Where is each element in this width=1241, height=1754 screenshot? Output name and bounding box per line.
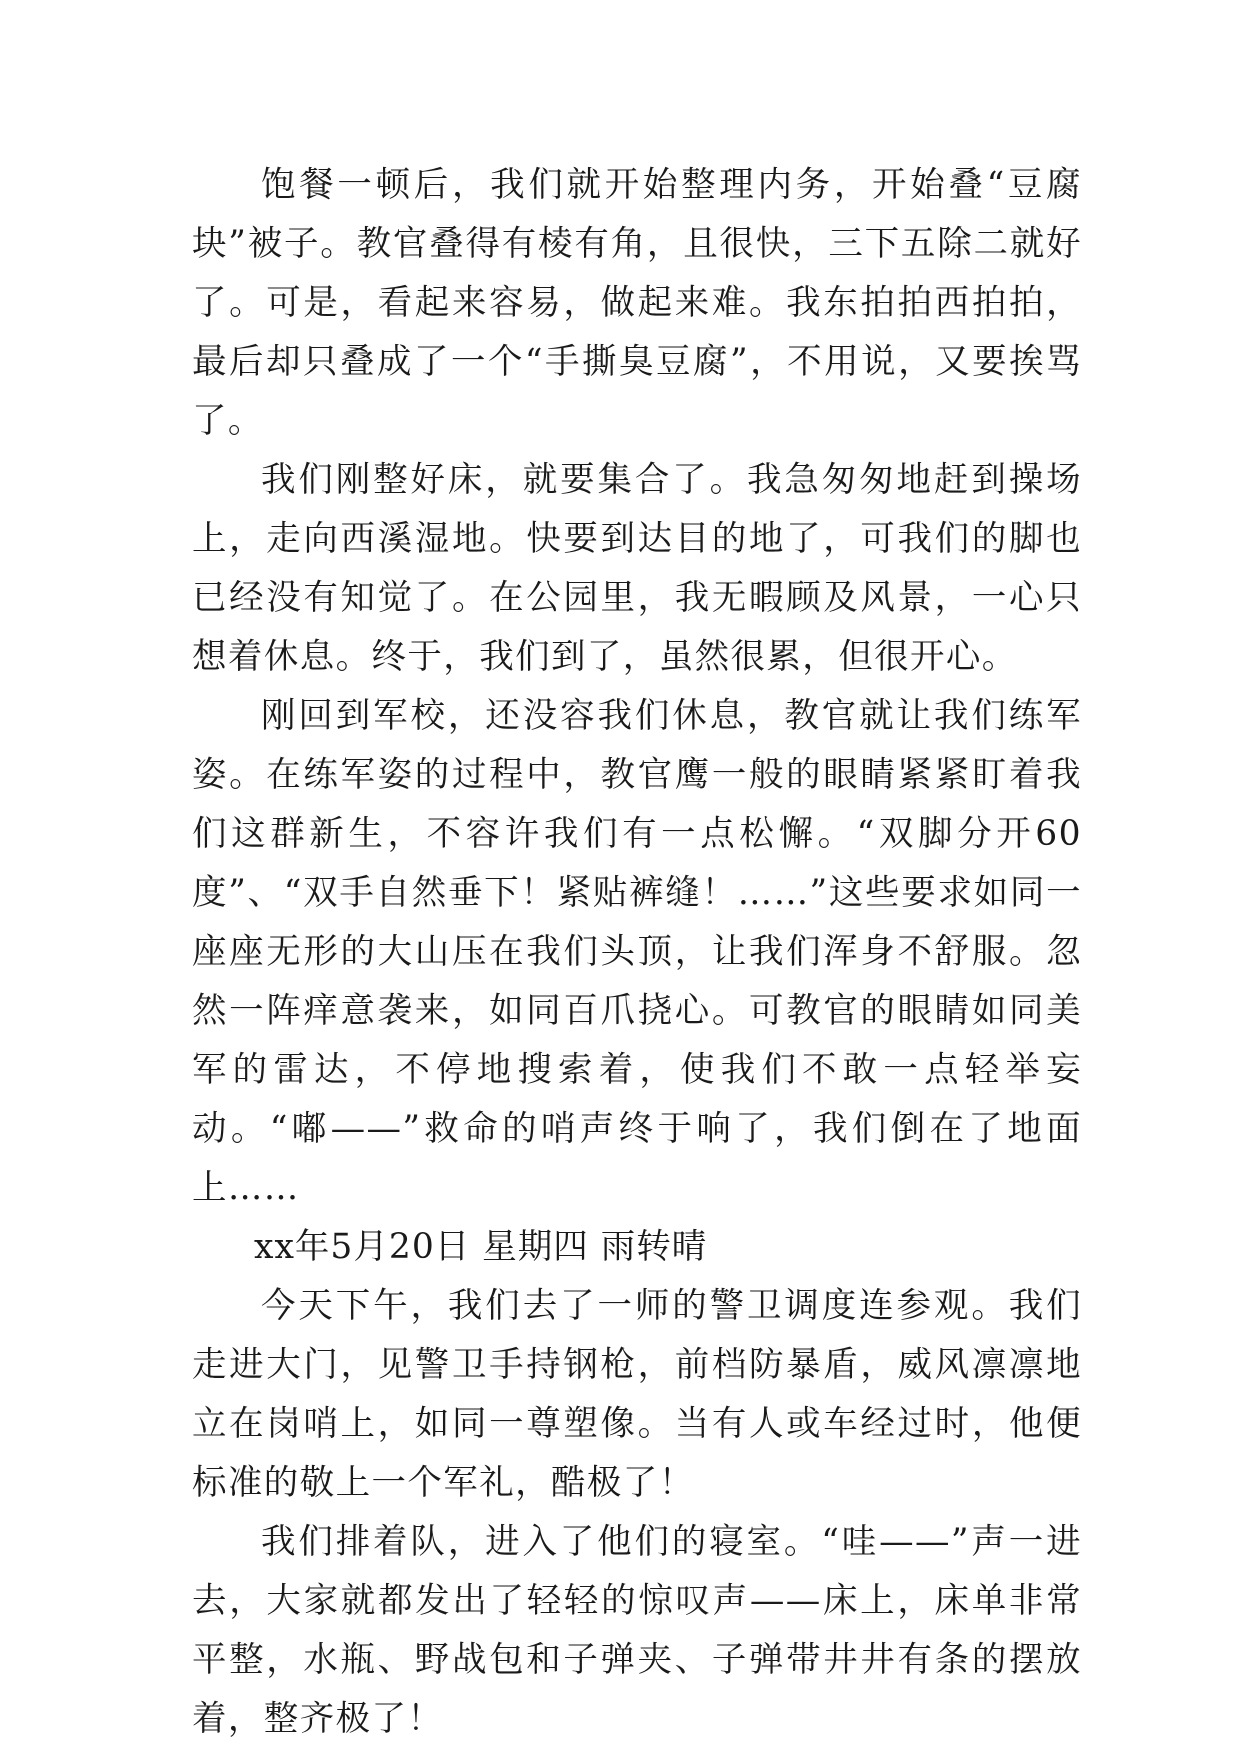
document-body [192,156,1082,1749]
paragraph-xixi-wetland: 我们刚整好床，就要集合了。我急匆匆地赶到操场上，走向西溪湿地。快要到达目的地了，可我们的脚也已经没有知觉了。在公园里，我无暇顾及风景，一心只想着休息。终于，我们到了，虽然很累，但很开心。 [192,460,1082,677]
paragraph-military-posture: 刚回到军校，还没容我们休息，教官就让我们练军姿。在练军姿的过程中，教官鹰一般的眼睛紧紧盯着我们这群新生，不容许我们有一点松懈。“双脚分开60度”、“双手自然垂下！紧贴裤缝！……”这些要求如同一座座无形的大山压在我们头顶，让我们浑身不舒服。忽然一阵痒意袭来，如同百爪挠心。可教官的眼睛如同美军的雷达，不停地搜索着，使我们不敢一点轻举妄动。“嘟——”救命的哨声终于响了，我们倒在了地面上…… [192,696,1082,1208]
paragraph-folding-quilt: 饱餐一顿后，我们就开始整理内务，开始叠“豆腐块”被子。教官叠得有棱有角，且很快，三下五除二就好了。可是，看起来容易，做起来难。我东拍拍西拍拍，最后却只叠成了一个“手撕臭豆腐”，不用说，又要挨骂了。 [192,165,1082,441]
paragraph-guard-company-visit: 今天下午，我们去了一师的警卫调度连参观。我们走进大门，见警卫手持钢枪，前档防暴盾，威风凛凛地立在岗哨上，如同一尊塑像。当有人或车经过时，他便标准的敬上一个军礼，酷极了！ [192,1286,1082,1503]
paragraph-dormitory: 我们排着队，进入了他们的寝室。“哇——”声一进去，大家就都发出了轻轻的惊叹声——床上，床单非常平整，水瓶、野战包和子弹夹、子弹带井井有条的摆放着，整齐极了！ [192,1522,1082,1739]
diary-date-line: xx年5月20日 星期四 雨转晴 [254,1227,708,1267]
